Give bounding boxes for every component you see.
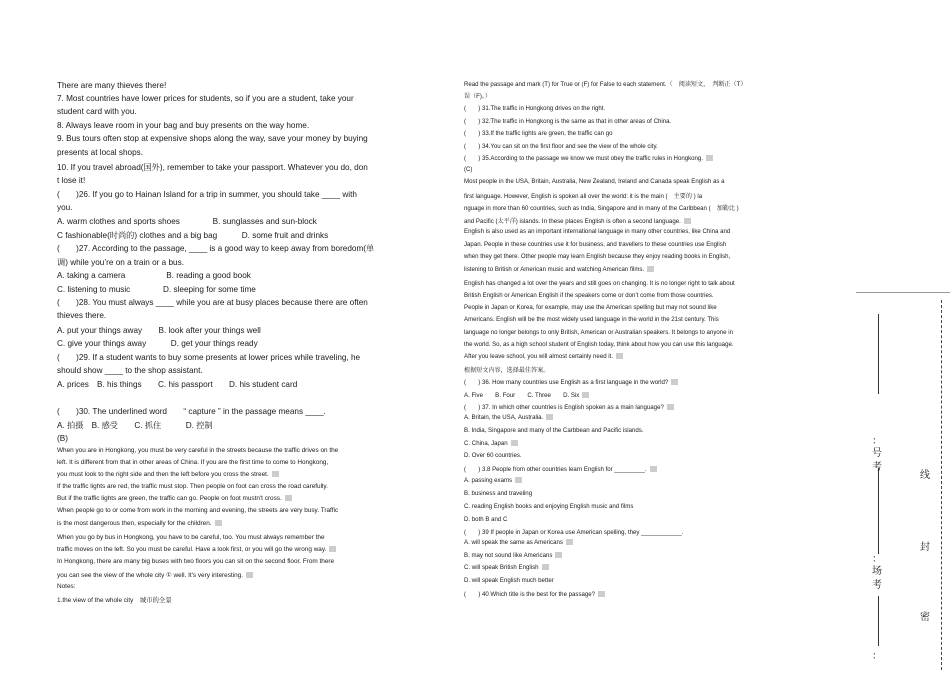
text-line bbox=[464, 241, 726, 248]
text-line-content: Americans. English will be the most widely used language in the world in the 21st century. This bbox=[464, 316, 719, 323]
text-line-content: listening to British or American music and watching American films. bbox=[464, 266, 645, 273]
text-line-content: and Pacific (太平洋) islands. In these places English is often a second language. bbox=[464, 218, 681, 225]
text-line-content: A. put your things away B. look after your things well bbox=[57, 326, 261, 335]
text-line bbox=[57, 176, 85, 185]
scan-mark-icon bbox=[667, 404, 674, 410]
scan-mark-icon bbox=[566, 539, 573, 545]
text-line bbox=[464, 141, 658, 150]
text-line-content: D. both B and C bbox=[464, 516, 508, 523]
scan-mark-icon bbox=[582, 392, 589, 398]
margin-rule bbox=[878, 468, 879, 554]
scan-mark-icon bbox=[650, 466, 657, 472]
text-line-content: D. will speak English much better bbox=[464, 577, 554, 584]
text-line bbox=[57, 107, 137, 116]
text-line-content: language no longer belongs to only British, American or Australian speakers. It belongs to anyone in bbox=[464, 329, 733, 336]
text-line bbox=[464, 589, 605, 598]
text-line bbox=[57, 434, 68, 443]
text-line bbox=[464, 91, 491, 100]
text-line-content: A. prices B. his things C. his passport D. his student card bbox=[57, 380, 298, 389]
text-line bbox=[464, 365, 549, 374]
text-line bbox=[57, 297, 368, 308]
text-line-content: After you leave school, you will almost certainly need it. bbox=[464, 353, 614, 360]
scan-mark-icon bbox=[555, 552, 562, 558]
text-line bbox=[57, 243, 374, 254]
scan-mark-icon bbox=[671, 379, 678, 385]
text-line-content: A. will speak the same as Americans bbox=[464, 539, 563, 546]
text-line-content: If the traffic lights are red, the traffic must stop. Then people on foot can cross the road carefully. bbox=[57, 483, 328, 490]
margin-label: ： bbox=[872, 651, 882, 662]
text-line-content: C. China, Japan bbox=[464, 440, 508, 447]
text-line-content: is the most dangerous then, especially for the children. bbox=[57, 520, 212, 527]
scan-mark-icon bbox=[285, 495, 292, 501]
text-line bbox=[464, 191, 702, 200]
margin-label: 封 bbox=[920, 542, 930, 553]
text-line-content: ( ) 35.According to the passage we know we must obey the traffic rules in Hongkong. bbox=[464, 155, 704, 162]
text-line-content: ( ) 37. In which other countries is English spoken as a main language? bbox=[464, 404, 664, 411]
scan-mark-icon bbox=[515, 477, 522, 483]
text-line bbox=[464, 153, 713, 162]
text-line-content: 7. Most countries have lower prices for students, so if you are a student, take your bbox=[57, 94, 354, 103]
text-line bbox=[464, 564, 549, 571]
text-line bbox=[57, 352, 360, 363]
margin-top-rule bbox=[856, 292, 950, 293]
text-line bbox=[464, 316, 719, 323]
text-line-content: A. warm clothes and sports shoes B. sunglasses and sun-block bbox=[57, 217, 317, 226]
text-line-content: the world. So, as a high school student of English today, think about how you can use this language. bbox=[464, 341, 734, 348]
text-line-content: A. taking a camera B. reading a good book bbox=[57, 271, 251, 280]
text-line bbox=[464, 128, 612, 137]
text-line-content: ( ) 32.The traffic in Hongkong is the same as that in other areas of China. bbox=[464, 118, 672, 125]
text-line-content: ( ) 36. How many countries use English as a first language in the world? bbox=[464, 379, 669, 386]
text-line bbox=[464, 440, 518, 447]
text-line-content: you. bbox=[57, 203, 73, 212]
text-line-content: ( )28. You must always ____ while you are at busy places because there are often bbox=[57, 298, 368, 307]
text-line-content: (B) bbox=[57, 434, 68, 443]
text-line bbox=[57, 366, 203, 375]
text-line-content: ( ) 39 If people in Japan or Korea use American spelling, they ____________. bbox=[464, 529, 684, 536]
text-line bbox=[57, 203, 72, 212]
text-line-content: B. may not sound like Americans bbox=[464, 552, 553, 559]
text-line bbox=[464, 552, 562, 559]
text-line bbox=[57, 379, 297, 390]
text-line-content: C. reading English books and enjoying English music and films bbox=[464, 503, 634, 510]
text-line bbox=[464, 490, 532, 497]
text-line bbox=[464, 353, 623, 360]
text-line-content: In Hongkong, there are many big buses with two floors you can sit on the second floor. From there bbox=[57, 558, 335, 565]
text-line bbox=[464, 464, 657, 473]
text-line bbox=[464, 452, 522, 459]
text-line-content: But if the traffic lights are green, the traffic can go. People on foot mustn't cross. bbox=[57, 495, 282, 502]
text-line-content: ( )27. According to the passage, ____ is a good way to keep away from boredom(单 bbox=[57, 244, 375, 253]
text-line-content: When you are in Hongkong, you must be very careful in the streets because the traffic drives on the bbox=[57, 447, 339, 454]
text-line bbox=[464, 178, 725, 185]
text-line bbox=[464, 377, 678, 386]
text-line bbox=[57, 595, 172, 604]
text-line-content: B. business and traveling bbox=[464, 490, 533, 497]
text-line-content: Japan. People in these countries use it for business, and travellers to these countries use English bbox=[464, 241, 727, 248]
text-line bbox=[464, 503, 633, 510]
text-line bbox=[57, 558, 334, 565]
text-line-content: ( ) 33.If the traffic lights are green, the traffic can go bbox=[464, 130, 613, 137]
text-line-content: ( )29. If a student wants to buy some presents at lower prices while traveling, he bbox=[57, 353, 361, 362]
text-line bbox=[57, 483, 328, 490]
binding-margin bbox=[856, 292, 950, 673]
margin-rule bbox=[878, 314, 879, 394]
text-line bbox=[57, 420, 213, 431]
text-line bbox=[57, 284, 256, 295]
text-line-content: thieves there. bbox=[57, 311, 107, 320]
text-line bbox=[464, 516, 507, 523]
text-line bbox=[464, 103, 605, 112]
text-line bbox=[464, 477, 522, 484]
text-line-content: 9. Bus tours often stop at expensive shops along the way, save your money by buying bbox=[57, 134, 368, 143]
text-line bbox=[464, 266, 654, 273]
text-line-content: There are many thieves there! bbox=[57, 81, 167, 90]
text-line-content: A. Britain, the USA, Australia. bbox=[464, 414, 544, 421]
text-line bbox=[57, 81, 166, 90]
text-line-content: D. Over 60 countries. bbox=[464, 452, 522, 459]
text-line bbox=[57, 189, 357, 200]
text-line bbox=[57, 216, 317, 227]
text-line bbox=[464, 414, 553, 421]
scan-mark-icon bbox=[272, 471, 279, 477]
text-line bbox=[464, 216, 691, 225]
text-line bbox=[464, 390, 589, 399]
text-line-content: you can see the view of the whole city ① well. It's very interesting. bbox=[57, 572, 243, 579]
text-line-content: English is also used as an important international language in many other countries, like China and bbox=[464, 228, 731, 235]
text-line bbox=[464, 402, 674, 411]
text-line-content: when they get there. Other people may learn English because they enjoy reading books in English, bbox=[464, 253, 731, 260]
text-line-content: C. will speak British English bbox=[464, 564, 539, 571]
text-line bbox=[464, 292, 714, 299]
text-line-content: Notes: bbox=[57, 583, 76, 590]
text-line bbox=[57, 230, 328, 241]
text-line bbox=[57, 583, 75, 590]
text-line-content: British English or American English if the speakers come or don’t come from those countries. bbox=[464, 292, 714, 299]
margin-label: 线 bbox=[920, 470, 930, 481]
text-line bbox=[57, 571, 253, 579]
text-line bbox=[57, 459, 328, 466]
text-line bbox=[464, 577, 554, 584]
scan-mark-icon bbox=[647, 266, 654, 272]
margin-rule bbox=[878, 596, 879, 646]
text-line bbox=[464, 527, 684, 536]
text-line-content: ( ) 3.8 People from other countries learn English for _________. bbox=[464, 466, 647, 473]
text-line-content: (C) bbox=[464, 166, 473, 173]
text-line bbox=[464, 166, 472, 173]
text-line-content: should show ____ to the shop assistant. bbox=[57, 366, 203, 375]
text-line-content: C fashionable(时尚的) clothes and a big bag D. some fruit and drinks bbox=[57, 231, 329, 240]
text-line-content: first language. However, English is spoken all over the world: it is the main ( 主要的 ) la bbox=[464, 193, 703, 200]
text-line-content: t lose it! bbox=[57, 176, 86, 185]
scan-mark-icon bbox=[215, 520, 222, 526]
text-line-content: Read the passage and mark (T) for True or (F) for False to each statement.（ 阅读短文， 判断正（T） bbox=[464, 81, 747, 88]
text-line-content: People in Japan or Korea, for example, may use the American spelling but may not sound like bbox=[464, 304, 717, 311]
text-line bbox=[464, 280, 735, 287]
text-line bbox=[464, 116, 671, 125]
margin-label: 考 bbox=[872, 462, 882, 473]
text-line bbox=[57, 546, 336, 553]
text-line-content: student card with you. bbox=[57, 107, 137, 116]
text-line bbox=[57, 507, 338, 514]
text-line-content: left. It is different from that in other areas of China. If you are the first time to come to Hongkong, bbox=[57, 459, 329, 466]
text-line-content: you must look to the right side and then the left before you cross the street. bbox=[57, 471, 269, 478]
text-line bbox=[464, 341, 734, 348]
text-line bbox=[57, 270, 251, 281]
text-line-content: ( ) 31.The traffic in Hongkong drives on the right. bbox=[464, 105, 606, 112]
text-line bbox=[464, 203, 739, 212]
text-line-content: ( )26. If you go to Hainan Island for a trip in summer, you should take ____ with bbox=[57, 190, 357, 199]
text-line-content: 根据短文内容，选择最佳答案。 bbox=[464, 367, 550, 374]
text-line bbox=[464, 329, 733, 336]
text-line bbox=[57, 495, 292, 502]
text-line bbox=[57, 257, 184, 268]
text-line bbox=[464, 253, 730, 260]
text-line bbox=[464, 427, 644, 434]
text-line-content: A. 拍摄 B. 感受 C. 抓住 D. 控制 bbox=[57, 421, 213, 430]
margin-label: 密 bbox=[920, 612, 930, 623]
text-line-content: A. Five B. Four C. Three D. Six bbox=[464, 392, 580, 399]
scan-mark-icon bbox=[616, 353, 623, 359]
text-line-content: 调) while you’re on a train or a bus. bbox=[57, 258, 184, 267]
text-line bbox=[57, 447, 338, 454]
text-line bbox=[57, 471, 279, 478]
scan-mark-icon bbox=[684, 218, 691, 224]
text-line bbox=[57, 94, 354, 103]
scan-mark-icon bbox=[542, 564, 549, 570]
text-line-content: English has changed a lot over the years and still goes on changing. It is no longer right to talk about bbox=[464, 280, 735, 287]
binding-dashed-line bbox=[941, 300, 942, 670]
text-line-content: traffic moves on the left. So you must be careful. Have a look first, or you will go the wrong way. bbox=[57, 546, 327, 553]
margin-label: 号 bbox=[872, 448, 882, 459]
text-line bbox=[57, 311, 106, 320]
text-line-content: Most people in the USA, Britain, Australia, New Zealand, Ireland and Canada speak English as a bbox=[464, 178, 725, 185]
text-line bbox=[57, 325, 261, 336]
margin-label: ： bbox=[872, 436, 882, 447]
margin-label: 场 bbox=[872, 566, 882, 577]
text-line bbox=[464, 304, 717, 311]
text-line-content: 1.the view of the whole city 城市的全景 bbox=[57, 597, 172, 604]
text-line-content: ( )30. The underlined word “ capture ” in the passage means ____. bbox=[57, 407, 326, 416]
text-line-content: ( ) 34.You can sit on the first floor and see the view of the whole city. bbox=[464, 143, 658, 150]
scan-mark-icon bbox=[546, 414, 553, 420]
text-line-content: presents at local shops. bbox=[57, 148, 144, 157]
text-line bbox=[57, 338, 258, 349]
text-line-content: C. give your things away D. get your things ready bbox=[57, 339, 258, 348]
text-line bbox=[57, 534, 325, 541]
text-line bbox=[464, 539, 573, 546]
scan-mark-icon bbox=[511, 440, 518, 446]
text-line bbox=[464, 228, 730, 235]
text-line-content: When people go to or come from work in the morning and evening, the streets are very busy. Traffic bbox=[57, 507, 339, 514]
text-line-content: 10. If you travel abroad(国外), remember to take your passport. Whatever you do, don bbox=[57, 163, 368, 172]
margin-label: 考 bbox=[872, 580, 882, 591]
text-line-content: nguage in more than 60 countries, such as India, Singapore and in many of the Caribbean ( 加勒比 ) bbox=[464, 205, 739, 212]
text-line bbox=[57, 148, 143, 157]
text-line-content: A. passing exams bbox=[464, 477, 513, 484]
text-line bbox=[464, 79, 746, 88]
text-line-content: 误（F)。） bbox=[464, 93, 492, 100]
text-line-content: ( ) 40 Which title is the best for the passage? bbox=[464, 591, 596, 598]
text-line bbox=[57, 406, 326, 417]
text-line bbox=[57, 162, 368, 173]
text-line-content: 8. Always leave room in your bag and buy presents on the way home. bbox=[57, 121, 310, 130]
scan-mark-icon bbox=[246, 572, 253, 578]
scan-mark-icon bbox=[329, 546, 336, 552]
text-line-content: When you go by bus in Hongkong, you have to be careful, too. You must always remember the bbox=[57, 534, 325, 541]
text-line bbox=[57, 134, 368, 143]
text-line-content: B. India, Singapore and many of the Carbbean and Pacific islands. bbox=[464, 427, 644, 434]
scan-mark-icon bbox=[706, 155, 713, 161]
margin-label: ： bbox=[872, 554, 882, 565]
text-line bbox=[57, 121, 309, 130]
scan-mark-icon bbox=[598, 591, 605, 597]
text-line bbox=[57, 520, 222, 527]
text-line-content: C. listening to music D. sleeping for some time bbox=[57, 285, 256, 294]
